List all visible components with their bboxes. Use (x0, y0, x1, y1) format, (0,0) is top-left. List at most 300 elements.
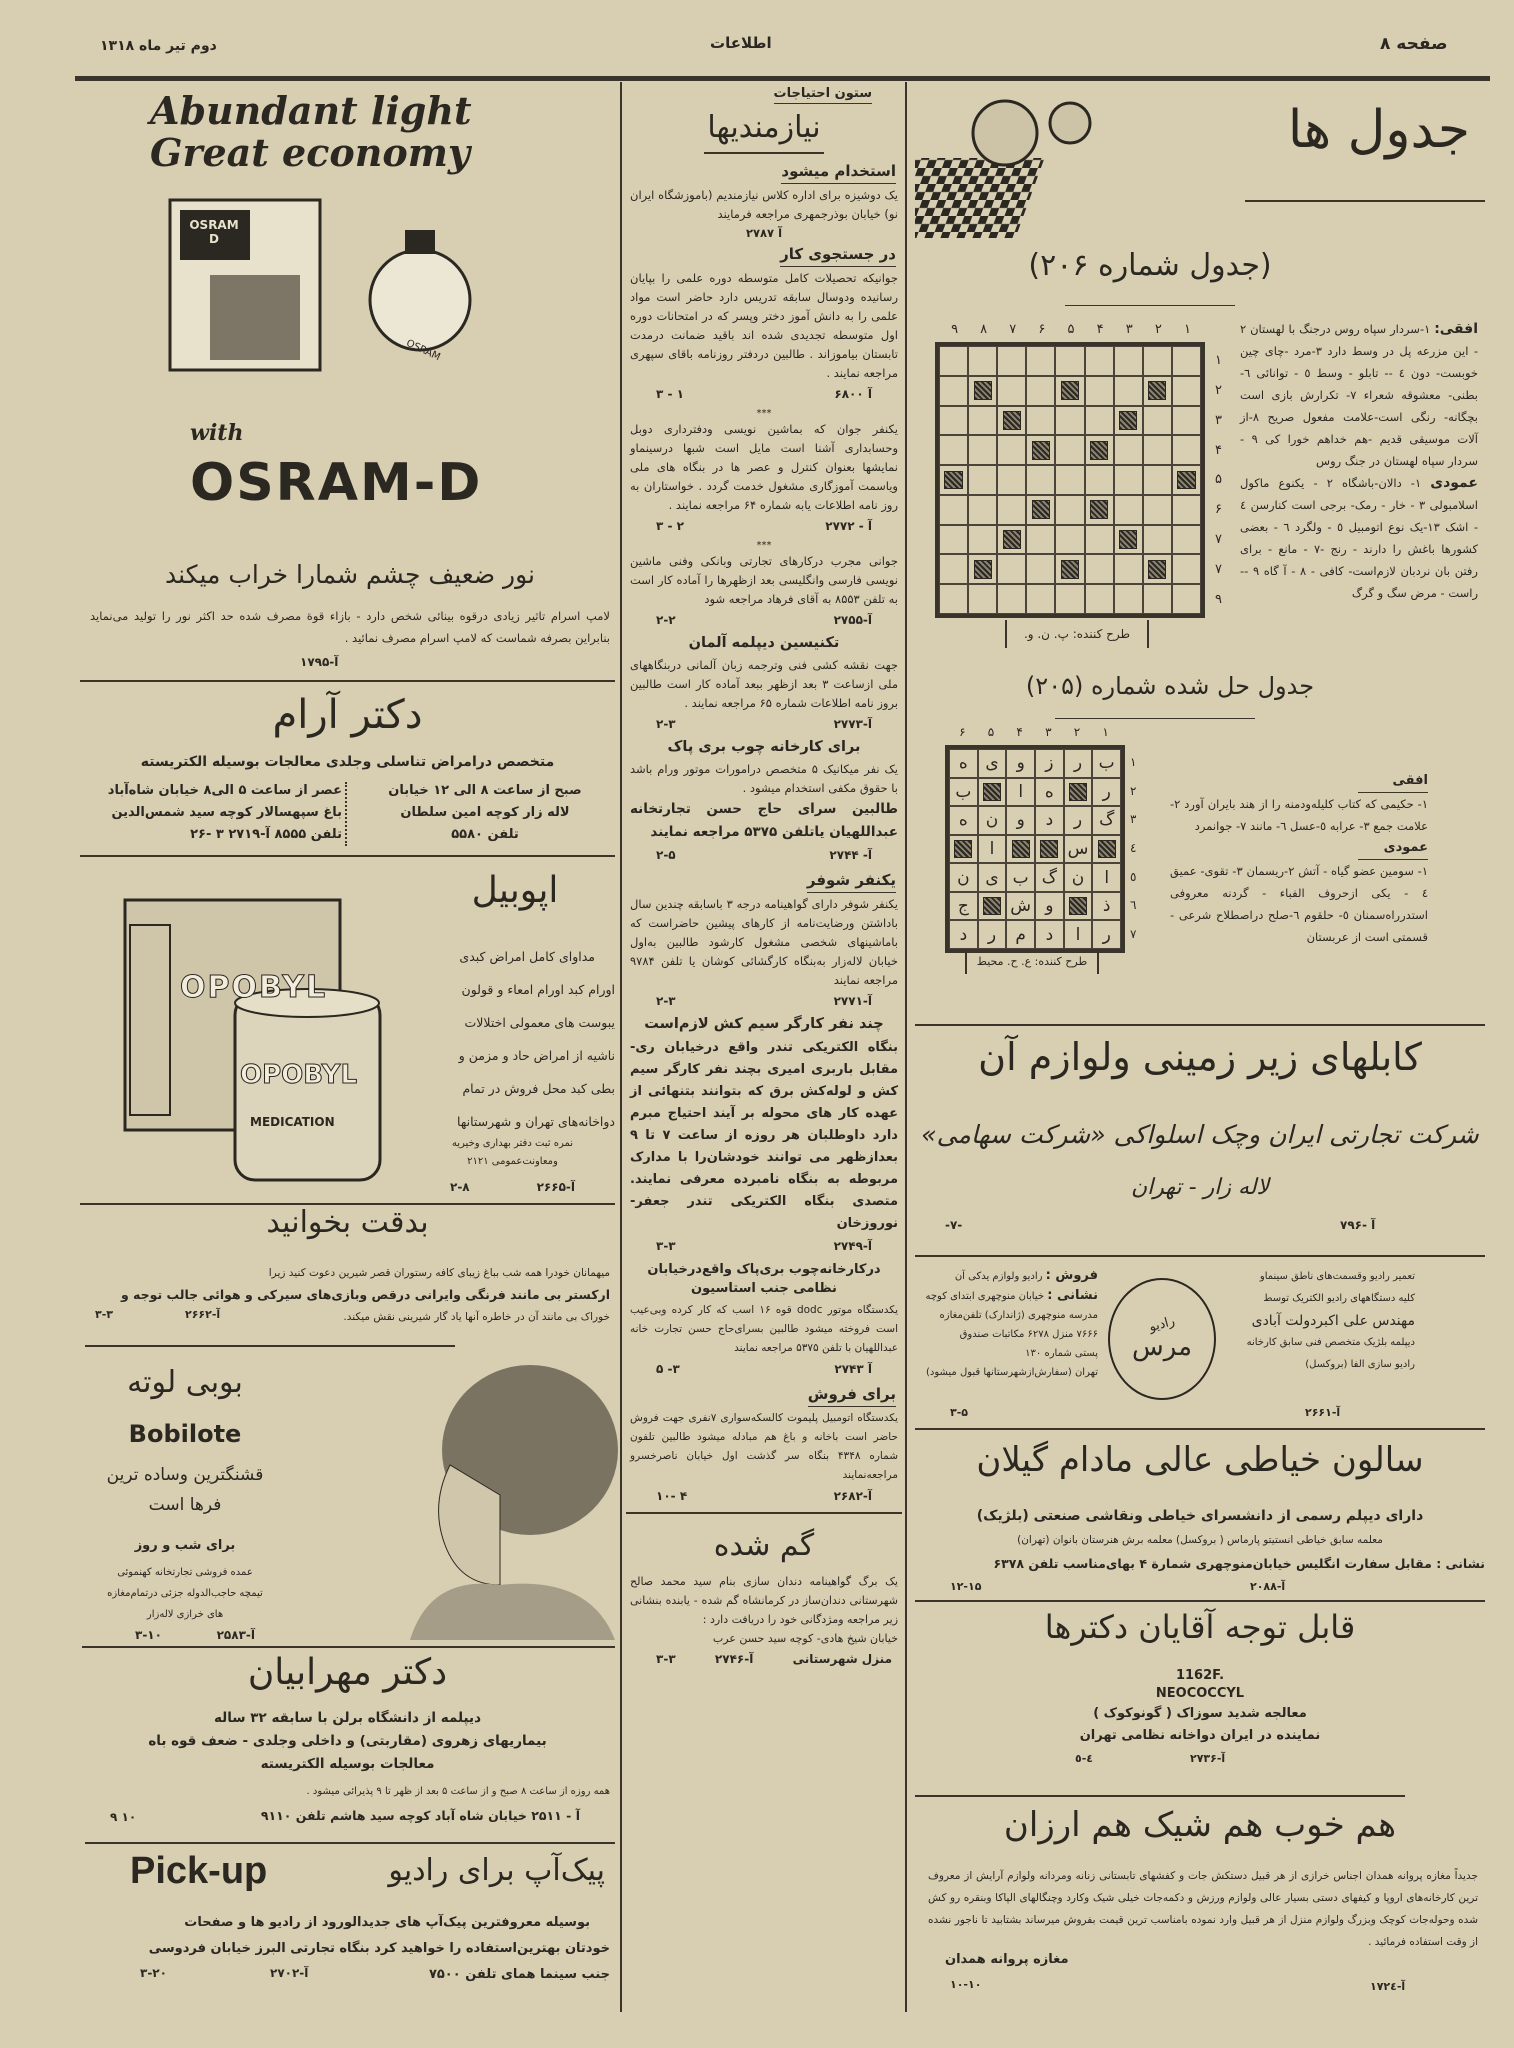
classified-text: جهت نقشه کشی فنی وترجمه زبان آلمانی دربنگاههای ملی ازساعت ۳ بعد ازظهر ببعد آماده کار است طالبین بروز نامه اطلاعات شماره ۶۵ مراجعه نمایند . (630, 658, 898, 710)
text-line: دیپلمه از دانشگاه برلن با سابقه ۳۲ ساله (213, 1710, 482, 1726)
grid-cell (1055, 465, 1084, 495)
crossword-grid-206 (935, 342, 1205, 618)
ad-code: آ-۲۷۵۵ (833, 613, 872, 627)
grid-cell (1055, 346, 1084, 376)
text-line: بطی کبد محل فروش در تمام (462, 1081, 615, 1096)
hours: همه روزه از ساعت ۸ صبح و از ساعت ۵ بعد از ظهر تا ۹ پذیرائی میشود . (306, 1786, 610, 1797)
osram-body: لامپ اسرام تاثیر زیادی درقوه بینائی شخص دارد - بازاء قوة مصرف شده حد اکثر نور را تولید می‌نماید بنابراین بصرفه شماست که لامپ اسرام مصرف نمائید . (90, 609, 610, 645)
slogan-line: Abundant light (150, 88, 472, 133)
row-label: ۹ (1215, 591, 1222, 607)
heading-hiring: استخدام میشود (781, 162, 896, 184)
grid-cell (1172, 584, 1201, 614)
solved-cell: م (1006, 920, 1035, 949)
blocked-cell (1172, 465, 1201, 495)
row-label: ۶ (1215, 502, 1222, 518)
lost-address: خیابان شیخ هادی- کوچه سید حسن عرب (712, 1632, 898, 1645)
column-label: ۶ (1038, 322, 1046, 337)
ad-run: ۲-۲ (656, 613, 676, 627)
grid-cell (997, 554, 1026, 584)
ad-line: دارای دیپلم رسمی از دانشسرای خیاطی ونقاشی صنعتی (بلژیک) (976, 1508, 1424, 1524)
grid-cell (997, 495, 1026, 525)
ad-run: ۲-۳ (656, 994, 676, 1008)
column-labels (940, 322, 1202, 337)
illustration-face (1050, 103, 1090, 143)
row-label: ۴ (1215, 442, 1222, 458)
solved-cell: ه (1035, 778, 1064, 807)
lost-address: منزل شهرستانی (792, 1652, 892, 1666)
text-line: عصر از ساعت ۵ الی۸ خیابان شاه‌آباد (107, 783, 342, 798)
text-line: ارکستر بی مانند فرنگی وایرانی درقص وبازی‌های سیرکی و هوائی جالب توجه و (120, 1287, 610, 1302)
column-label: ۵ (1067, 322, 1075, 337)
illustration-board (915, 158, 1045, 238)
ad-run: ۲-۵ (656, 848, 676, 862)
classified-text: یک دوشیزه برای اداره کلاس نیازمندیم (باموزشگاه ایران نو) خیابان بوذرجمهری مراجعه فرمایند (630, 188, 898, 221)
ad-subtitle: متخصص درامراض تناسلی وجلدی معالجات بوسیله الکتریسته (140, 754, 555, 770)
column-label: ۹ (951, 322, 959, 337)
solved-cell: ر (1092, 920, 1121, 949)
divider (80, 855, 615, 857)
divider (85, 1345, 455, 1347)
box-label: OPOBYL (180, 970, 328, 1005)
blocked-cell (1092, 835, 1121, 864)
osram-with: with (190, 420, 244, 446)
grid-cell (997, 584, 1026, 614)
grid-cell (1085, 406, 1114, 436)
grid-cell (1026, 525, 1055, 555)
ad-run: ۲-۳ (656, 717, 676, 731)
ad-code-row (626, 846, 902, 865)
down-label: عمودی (1430, 475, 1478, 491)
text-line: های خرازی لاله‌زار (146, 1609, 224, 1620)
ad-run: ۱۲-۱۵ (950, 1580, 982, 1593)
blocked-cell (1026, 435, 1055, 465)
grid-cell (968, 584, 997, 614)
solved-cell: د (1035, 806, 1064, 835)
classified-text: جوانیکه تحصیلات کامل متوسطه دوره علمی را بپایان رسانیده ودوسال سابقه تدریس دارد حاضر است مواد علمی را به دانش آموز دختر وپسر که در امتحانات دوره اول متوسطه تجدیدی شده اند باقید ضمانت درمدت تابستان بیاموزاند . طالبین دردفتر روزنامه باقای سپهری مراجعه نمایند . (630, 271, 898, 380)
opobyl-package-illustration (120, 885, 385, 1185)
ad-title: بدقت بخوانید (266, 1205, 429, 1240)
ad-code: آ-۲۷۴۶ (714, 1652, 754, 1666)
grid-cell (1114, 465, 1143, 495)
company-address: لاله زار - تهران (1131, 1175, 1269, 1200)
lost-title: گم شده (713, 1528, 815, 1563)
ad-code-row (626, 715, 902, 734)
blocked-cell (978, 778, 1007, 807)
solved-cell: ا (1006, 778, 1035, 807)
column-labels (948, 725, 1120, 739)
grid-cell (968, 435, 997, 465)
blocked-cell (997, 525, 1026, 555)
solved-cell: ن (949, 863, 978, 892)
text-line: قشنگترین وساده ترین (106, 1465, 264, 1485)
grid-cell (939, 406, 968, 436)
ad-run: ۴ -۱۰ (656, 1489, 688, 1503)
ad-body (85, 1562, 285, 1625)
text-line: ۷۶۶۶ منزل ۶۲۷۸ مکاتبات صندوق (959, 1329, 1098, 1340)
grid-cell (1114, 346, 1143, 376)
ad-code: آ- ۲۷۴۴ (829, 848, 872, 862)
classified-text: یک برگ گواهینامه دندان سازی بنام سید محمد صالح شهرستانی دندان‌ساز در کرمانشاه گم شده - یابنده بنشانی زیر مراجعه ومژدگانی خود را دریافت دارد : (630, 1575, 898, 1626)
column-label: ۵ (987, 725, 995, 739)
solved-cell: ه (949, 749, 978, 778)
row-label: ۳ (1215, 412, 1222, 428)
solved-cell: د (949, 920, 978, 949)
blocked-cell (939, 465, 968, 495)
ad-code: آ-۲۷۷۳ (833, 717, 872, 731)
text-line: تعمیر رادیو وقسمت‌های ناطق سینماو (1259, 1271, 1415, 1282)
tagline (80, 1460, 290, 1520)
ad-code: آ ۶۸۰۰ (834, 387, 872, 401)
across-label: افقی (1358, 770, 1428, 793)
blocked-cell (1114, 406, 1143, 436)
solved-cell: ر (1064, 806, 1093, 835)
down-clues: ۱- دالان-باشگاه ۲ - یکنوع ماکول اسلامبولی ۳ - خار - رمک- برجی است کنارسن ٤ - اشک ۱۳-یک نوع اتومبیل ٥ - ولگرد ٦ - بعضی کشورها باغش را دارند - رنج -۷ - مانع - برای رفتن بان نردبان لازم‌است- کافی - ۸ - آ گاه ۹ -- راست - مرض سگ و گرگ (1240, 476, 1479, 600)
ad-run: ۳-۳ (656, 1239, 676, 1253)
ad-run: ۳-۳ (95, 1308, 113, 1321)
classified-title: یکنفر شوفر (807, 871, 896, 893)
grid-cell (939, 584, 968, 614)
classified-title: درکارخانه‌چوب بری‌پاک واقع‌درخیابان نظامی جنب استاسیون (647, 1262, 881, 1296)
text-line: تیمچه حاجب‌الدوله جزئی درتمام‌مغازه (107, 1588, 263, 1599)
solved-cell: ی (978, 749, 1007, 778)
column-label: ۱ (1102, 725, 1109, 739)
across-clues: ۱-سردار سپاه روس درجنگ با لهستان ۲ - این مزرعه پل در وسط دارد ۳-مرد -چای چین خوبست- دون ٤ -- تابلو - وسط ٥ - توانائی ٦-بطنی- معشوقه شعراء ۷- تکرارش بازی است بچگانه- رنگی است-علامت مفعول صریح ۸-از آلات موسیقی قدیم -هم خداهم خورا کی ۹ - سردار سپاه لهستان در جنگ روس (1240, 322, 1478, 468)
solved-cell: ذ (1092, 892, 1121, 921)
ad-title: اپوبیل (471, 870, 559, 911)
solved-cell: ا (1064, 920, 1093, 949)
evening-hours (82, 780, 342, 846)
row-labels (1130, 748, 1136, 948)
text-line: دواخانه‌های تهران و شهرستانها (457, 1114, 615, 1129)
osram-headline: نور ضعیف چشم شمارا خراب میکند (165, 560, 535, 589)
blocked-cell (949, 835, 978, 864)
puzzle-206-clues (1240, 318, 1478, 604)
grid-cell (1055, 525, 1084, 555)
ad-code-row (626, 1237, 902, 1256)
ad-code-row (626, 1360, 902, 1379)
slogan-line: Great economy (150, 130, 470, 175)
classifieds-column (626, 84, 902, 1673)
grid-cell (968, 525, 997, 555)
ad-run: ۹ ۱۰ (110, 1810, 137, 1824)
section-title: جدول ها (1287, 100, 1470, 160)
ad-run: ٤-٥ (1075, 1752, 1094, 1765)
text-line: خوراک بی مانند آن در خاطره آنها یاد گار شیرینی نقش میکند. (343, 1311, 610, 1323)
down-clues: ۱- سومین عضو گیاه - آتش ۲-ریسمان ۳- تقوی- عمیق ٤ - یکی ازحروف الفباء - گردنه معروفی استدرراه‌سمنان ٥- حلقوم ٦-صلح دراصطلاح شرعی - قسمتی است از عربستان (1170, 864, 1428, 944)
repair-info (1225, 1266, 1415, 1376)
classified-text-bold: طالبین سرای حاج حسن تجارتخانه عبداللهیان یاتلفن ۵۳۷۵ مراجعه نمایند (630, 801, 898, 840)
solved-cell: ج (949, 892, 978, 921)
section-label: ستون احتیاجات (774, 84, 873, 104)
solved-cell: ز (1035, 749, 1064, 778)
classified-text: یکدستگاه موتور dodc قوه ۱۶ اسب که کار کرده وبی‌عیب است فروخته میشود طالبین بسرای‌حاج حسن تجارت خانه عبداللهیان با تلفن ۵۳۷۵ مراجعه نمایند (630, 1304, 899, 1354)
ad-code-row (626, 611, 902, 630)
ad-code-row (626, 1650, 902, 1669)
ad-title-en: Pick-up (130, 1850, 268, 1892)
grid-cell (1055, 435, 1084, 465)
grid-cell (968, 465, 997, 495)
ad-code-row (626, 385, 902, 404)
grid-cell (1085, 346, 1114, 376)
classified-title: برای کارخانه چوب بری پاک (667, 739, 861, 755)
ad-code: آ-۱۷۹۵ (300, 655, 339, 669)
header-rule (75, 76, 1490, 81)
ad-code: آ-۲۷۴۹ (833, 1239, 872, 1253)
text-line: تلفن ۵۵۸۰ (451, 827, 519, 842)
bulb (370, 250, 470, 350)
grid-cell (1172, 376, 1201, 406)
row-label: ۷ (1215, 531, 1222, 547)
grid-cell (1114, 376, 1143, 406)
ad-code-row (626, 517, 902, 536)
row-label: ۲ (1215, 383, 1222, 399)
solved-cell: ر (1064, 749, 1093, 778)
solved-cell: ی (978, 863, 1007, 892)
ad-code: آ-۲۰۸۸ (1250, 1580, 1286, 1593)
grid-cell (1143, 495, 1172, 525)
row-label: ٤ (1130, 840, 1137, 855)
ad-body: جدیداً مغازه پروانه همدان اجناس خرازی از هر قبیل دستکش جات و کفشهای تابستانی زنانه ومردانه ولوازم آرایش از معروف ترین کارخانه‌های اروپا و کیفهای دستی بسیار عالی ولوازم ورزش و دکمه‌جات خیلی شیک وکارد وچنگالهای الپاکا وبنقره رو کش شده وحوله‌جات کوچک وبزرگ ولوازم منزل از هر قبیل وارد نموده بامناسب ترین قیمت بفروش میرساند بشتابید تا ناجور نشده از وقت استفاده فرمائید . (928, 1870, 1478, 1948)
grid-cell (1026, 376, 1055, 406)
solved-cell: ر (1092, 778, 1121, 807)
text-line: دیپلمه بلژیک متخصص فنی سابق کارخانه (1246, 1337, 1415, 1348)
text-line: ناشیه از امراض حاد و مزمن و (458, 1048, 615, 1063)
radio-mers-logo (1108, 1278, 1216, 1400)
solved-cell: و (1006, 749, 1035, 778)
grid-cell (1085, 525, 1114, 555)
grid-cell (997, 435, 1026, 465)
grid-cell (1172, 406, 1201, 436)
separator: *** (756, 408, 772, 419)
column-label: ۳ (1125, 322, 1133, 337)
blocked-cell (978, 892, 1007, 921)
sales-info (918, 1266, 1098, 1382)
grid-cell (997, 465, 1026, 495)
grid-cell (939, 525, 968, 555)
newspaper-name: اطلاعات (710, 34, 772, 52)
issue-date: دوم تیر ماه ۱۳۱۸ (100, 38, 217, 54)
osram-illustration (150, 180, 510, 390)
column-label: ۷ (1009, 322, 1017, 337)
sale-line (918, 1266, 1098, 1286)
ad-run: ۲ - ۳ (656, 519, 684, 533)
ad-code: آ -۷۹۶ (1340, 1218, 1376, 1232)
ad-body (100, 1910, 610, 1988)
grid-cell (1143, 346, 1172, 376)
ad-title: دکتر مهرابیان (247, 1652, 448, 1693)
solved-grid-205 (945, 745, 1125, 953)
woman-hairstyle-illustration (390, 1355, 620, 1640)
brand-en: Bobilote (128, 1420, 242, 1448)
solved-cell: و (1035, 892, 1064, 921)
blocked-cell (1026, 495, 1055, 525)
ad-title-fa: پیک‌آپ برای رادیو (388, 1853, 605, 1888)
company-name: شرکت تجارتی ایران وچک اسلواکی «شرکت سهامی» (921, 1120, 1479, 1149)
grid-cell (1172, 346, 1201, 376)
solved-cell: ب (949, 778, 978, 807)
blocked-cell (1114, 525, 1143, 555)
ad-run: ۱ - ۳ (656, 387, 684, 401)
blocked-cell (968, 376, 997, 406)
solved-cell: ا (1092, 863, 1121, 892)
blocked-cell (1085, 495, 1114, 525)
solved-cell: ب (1006, 863, 1035, 892)
blocked-cell (1143, 376, 1172, 406)
tagline-2: برای شب و روز (134, 1538, 236, 1553)
grid-cell (968, 406, 997, 436)
classified-text: یکدستگاه اتومبیل پلیموت کالسکه‌سواری ۷نفری جهت فروش حاضر است باخانه و باغ هم مبادله میشود طالبین تلفون شماره ۴۳۴۸ بنگاه سر گذشت اول خیابان ناصرخسرو مراجعه‌نمایند (630, 1412, 899, 1481)
shoulders (410, 1584, 615, 1640)
ad-code: آ ۲۷۴۳ (834, 1362, 872, 1376)
text-line: فرها است (148, 1495, 222, 1515)
text-line: باغ سپهسالار کوچه سید شمس‌الدین (111, 805, 342, 820)
text-line: جنب سینما همای تلفن ۷۵۰۰ (428, 1967, 610, 1982)
column-label: ۲ (1154, 322, 1162, 337)
logo-text: مرس (1132, 1331, 1193, 1362)
classified-text: بنگاه الکتریکی تندر واقع درخیابان ری-مقابل باربری امیری بچند نفر کارگر سیم کش و لوله‌کش برق که بتوانند بتنهائی از عهده کار های محوله بر آیند احتیاج مبرم دارد داوطلبان هر روزه از ساعت ۷ تا ۹ بعدازظهر می توانند خودشان‌را با مدارک مربوطه به بنگاه نامبرده معرفی نمایند. متصدی بنگاه الکتریکی تندر جعفر- نوروزخان (630, 1040, 898, 1231)
grid-cell (939, 435, 968, 465)
opobyl-body (410, 940, 615, 1138)
grid-cell (1085, 584, 1114, 614)
divider (1245, 200, 1485, 202)
grid-cell (997, 376, 1026, 406)
classified-text: جوانی مجرب درکارهای تجارتی وبانکی وفنی ماشین نویسی فارسی وانگلیسی بعد ازظهرها را آماده کار است به تلفن ۸۵۵۳ به آقای فرهاد مراجعه شود (630, 554, 898, 606)
row-label: ۳ (1130, 812, 1137, 827)
across-clues: ۱- حکیمی که کتاب کلیله‌ودمنه را از هند بایران آورد ۲- علامت جمع ۳- عرابه ٥-عسل ٦- مانند ۷- جوانمرد (1170, 797, 1428, 833)
separator: *** (756, 540, 772, 551)
blocked-cell (1085, 435, 1114, 465)
grid-cell (939, 554, 968, 584)
grid-cell (1114, 584, 1143, 614)
ad-line: معلمه سابق خیاطی انستیتو پارماس ( بروکسل) معلمه برش هنرستان بانوان (تهران) (1017, 1534, 1383, 1546)
classified-title: تکنیسین دیپلمه آلمان (688, 635, 840, 651)
ad-title: هم خوب هم شیک هم ارزان (1003, 1805, 1397, 1845)
ad-code-row (410, 1180, 615, 1194)
ad-run: ۱۰-۱۰ (950, 1978, 982, 1991)
classified-title: برای فروش (808, 1385, 896, 1407)
row-label: ۷ (1130, 926, 1137, 941)
box-brand: OSRAM D (189, 218, 239, 246)
osram-slogan (150, 90, 472, 174)
grid-cell (997, 346, 1026, 376)
ornament (704, 152, 824, 154)
registration (410, 1135, 615, 1171)
ornament-rule (1065, 305, 1235, 306)
text-line: تهران (سفارش‌ازشهرستانها قبول میشود) (925, 1367, 1098, 1378)
ad-address: نشانی : مقابل سفارت انگلیس خیابان‌منوچهری شمارة ۴ بهای‌مناسب تلفن ۶۳۷۸ (993, 1556, 1485, 1571)
divider (80, 680, 615, 682)
row-label: ۷ (1215, 561, 1222, 577)
text-line: مداوای کامل امراض کبدی (459, 949, 595, 964)
down-label: عمودی (1358, 837, 1428, 860)
grid-cell (1085, 554, 1114, 584)
heading-seeking: در جستجوی کار (780, 245, 896, 267)
ad-title: بوبی لوته (127, 1365, 243, 1400)
address-line (918, 1286, 1098, 1306)
text-line: پستی شماره ۱۳۰ (1025, 1348, 1098, 1359)
column-label: ۶ (959, 725, 966, 739)
worker-figure (210, 275, 300, 360)
solved-cell: گ (1092, 806, 1121, 835)
column-label: ۲ (1073, 725, 1081, 739)
ad-body (80, 1707, 615, 1776)
classifieds-title: نیازمندیها (707, 110, 821, 145)
grid-cell (1143, 584, 1172, 614)
blocked-cell (1064, 892, 1093, 921)
grid-cell (939, 346, 968, 376)
grid-cell (1055, 584, 1084, 614)
text-line: خودتان بهترین‌استفاده را خواهید کرد بنگاه تجارتی البرز خیابان فردوسی (148, 1941, 610, 1956)
grid-cell (1085, 376, 1114, 406)
divider (85, 1842, 615, 1844)
text-line: بیماریهای زهروی (مقاربتی) و داخلی وجلدی - ضعف قوه باه (148, 1733, 547, 1749)
ad-run: ۳- ۵ (656, 1362, 680, 1376)
puzzle-designer: طرح کننده: پ. ن. و. (1005, 620, 1149, 648)
blocked-cell (1055, 554, 1084, 584)
grid-cell (1026, 554, 1055, 584)
column-label: ۳ (1045, 725, 1052, 739)
classified-text: یکنفر شوفر دارای گواهینامه درجه ۳ باسابقه چندین سال باداشتن ورضایت‌نامه از کارهای پیشین حاضراست که باماشینهای شخصی مشغول کارشود طالبین به‌اول خیابان لاله‌زار به‌بنگاه کارگشائی کوشان یا تلفن ۹۷۸۴ مراجعه نمایند (630, 897, 899, 987)
row-label: ۱ (1215, 353, 1222, 369)
column-label: ۴ (1016, 725, 1023, 739)
text: خیابان منوچهری ابتدای کوچه (925, 1291, 1045, 1302)
column-label: ۱ (1183, 322, 1191, 337)
text-line: رادیو سازی الفا (بروکسل) (1305, 1359, 1415, 1370)
grid-cell (1143, 435, 1172, 465)
column-label: ۸ (980, 322, 988, 337)
divider (915, 1255, 1485, 1257)
divider (915, 1024, 1485, 1026)
morning-hours (360, 780, 610, 846)
page-number: صفحه ۸ (1380, 34, 1448, 54)
row-label: ٥ (1130, 869, 1137, 884)
grid-cell (1172, 525, 1201, 555)
blocked-cell (1064, 778, 1093, 807)
solved-cell: ه (949, 806, 978, 835)
logo-text: رادیو (1147, 1313, 1177, 1335)
ad-code: آ-۲۶۶۵ (536, 1180, 575, 1194)
divider (345, 782, 348, 846)
product-name: NEOCOCCYL (1155, 1686, 1245, 1701)
text-line: مدرسه منوچهری (ژاندارک) تلفن‌مغازه (939, 1310, 1098, 1321)
solved-cell: ا (978, 835, 1007, 864)
ad-title: دکتر آرام (272, 692, 423, 738)
grid-cell (1026, 584, 1055, 614)
row-label: ۱ (1130, 755, 1137, 770)
classified-text: یک نفر میکانیک ۵ متخصص درامورات موتور ورام باشد با حقوق مکفی استخدام میشود . (630, 762, 898, 795)
grid-cell (1143, 525, 1172, 555)
text-line: ومعاونت‌عمومی ۲۱۲۱ (467, 1156, 558, 1167)
bulb-base (405, 230, 435, 254)
blocked-cell (997, 406, 1026, 436)
text-line: بوسیله معروفترین پیک‌آپ های جدیدالورود از رادیو ها و صفحات (184, 1915, 590, 1930)
row-label: ٦ (1130, 898, 1137, 913)
text-line: تلفن ۸۵۵۵ آ-۲۷۱۹ ۳ -۲۶ (190, 827, 342, 842)
ad-code: آ-۱۷۲٤ (1370, 1980, 1406, 1993)
grid-cell (1114, 495, 1143, 525)
ad-run: ۳-۵ (950, 1406, 968, 1419)
text-line: میهمانان خودرا همه شب بباغ زیبای کافه رستوران قصر شیرین دعوت کنید زیرا (268, 1267, 610, 1279)
grid-cell (1143, 406, 1172, 436)
ad-line: معالجه شدید سوزاک ( گونوکوک ) (1093, 1706, 1307, 1721)
text-line: اورام کبد اورام امعاء و قولون (461, 982, 615, 997)
ad-run: ۲-۸ (450, 1180, 470, 1194)
solved-cell: ر (978, 920, 1007, 949)
blocked-cell (1006, 835, 1035, 864)
solved-cell: ب (1092, 749, 1121, 778)
label: فروش : (1045, 1268, 1098, 1283)
grid-cell (1172, 495, 1201, 525)
